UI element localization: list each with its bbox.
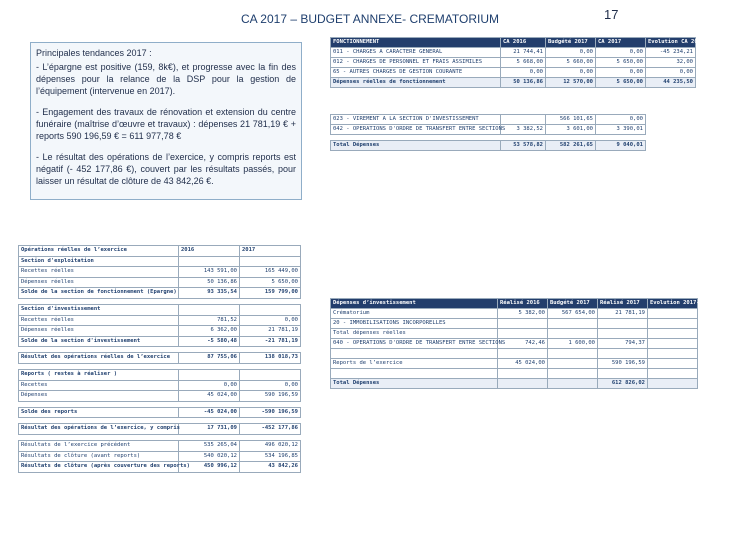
table-total-row — [19, 462, 301, 473]
table-row — [19, 391, 301, 402]
table-cell: 3 382,52 — [501, 125, 546, 135]
table-cell: Résultats de clôture (après couverture des reports) — [19, 462, 179, 473]
table-cell — [498, 369, 548, 379]
table-cell: 535 265,04 — [179, 440, 240, 451]
table-cell: 1 600,00 — [548, 339, 598, 349]
table-cell: Recettes — [19, 380, 179, 391]
table-cell: Solde de la section d'investissement — [19, 336, 179, 347]
table-cell: Solde de la section de fonctionnement (Epargne) — [19, 288, 179, 299]
table-cell: 50 136,86 — [179, 277, 240, 288]
table-cell: 0,00 — [596, 115, 646, 125]
column-header: Opérations réelles de l’exercice — [19, 246, 179, 257]
table-cell — [648, 319, 698, 329]
trends-heading: Principales tendances 2017 : — [36, 48, 152, 58]
table-header-row — [19, 246, 301, 257]
table-cell: 17 731,09 — [179, 424, 240, 435]
table-cell: 45 024,00 — [179, 391, 240, 402]
section-row — [19, 304, 301, 315]
table-total-row — [331, 141, 696, 151]
table-cell — [548, 379, 598, 389]
table-cell: 0,00 — [546, 68, 596, 78]
section-label: Section d'exploitation — [19, 256, 179, 267]
column-header: Evolution 2017-2016 — [648, 299, 698, 309]
table-cell: 6 362,00 — [179, 326, 240, 337]
table-row — [331, 115, 696, 125]
table-cell: Résultats de clôture (avant reports) — [19, 451, 179, 462]
table-cell — [648, 349, 698, 359]
table-cell — [598, 319, 648, 329]
table-total-row — [331, 78, 696, 88]
table-cell: 023 - VIREMENT A LA SECTION D'INVESTISSEMENT — [331, 115, 501, 125]
table-cell — [548, 369, 598, 379]
table-cell: -45 234,21 — [646, 48, 696, 58]
table-cell — [598, 349, 648, 359]
table-cell: 0,00 — [240, 380, 301, 391]
table-total-row — [19, 353, 301, 364]
table-header-row — [331, 38, 696, 48]
fonctionnement-table-continued — [330, 114, 696, 151]
column-header: Dépenses d’investissement — [331, 299, 498, 309]
table-cell: 450 996,12 — [179, 462, 240, 473]
table-cell: Total dépenses réelles — [331, 329, 498, 339]
table-cell: Dépenses réelles — [19, 277, 179, 288]
table-cell — [648, 309, 698, 319]
table-cell: 12 570,00 — [546, 78, 596, 88]
table-cell: 165 449,00 — [240, 267, 301, 278]
section-row — [19, 369, 301, 380]
table-cell: Résultat des opérations réelles de l’exercice — [19, 353, 179, 364]
table-cell: 45 024,00 — [498, 359, 548, 369]
table-cell: -21 781,19 — [240, 336, 301, 347]
column-header: 2016 — [179, 246, 240, 257]
table-cell: 5 668,00 — [501, 58, 546, 68]
table-cell — [648, 329, 698, 339]
table-cell: Recettes réelles — [19, 315, 179, 326]
trends-paragraph-2: - Engagement des travaux de rénovation et extension du centre funéraire (maîtrise d’œuvre et travaux) : dépenses 21 781,19 € + reports 590 196,59 € = 611 977,78 € — [36, 107, 296, 141]
table-cell — [548, 349, 598, 359]
table-cell — [498, 329, 548, 339]
table-row — [331, 319, 698, 329]
table-cell: 9 040,01 — [596, 141, 646, 151]
table-cell: 0,00 — [179, 380, 240, 391]
table-cell: -5 580,48 — [179, 336, 240, 347]
table-cell: 5 650,00 — [240, 277, 301, 288]
table-cell: 21 744,41 — [501, 48, 546, 58]
table-cell: 93 335,54 — [179, 288, 240, 299]
table-cell — [498, 319, 548, 329]
table-row — [331, 309, 698, 319]
table-cell: 5 650,00 — [596, 58, 646, 68]
table-row — [19, 440, 301, 451]
table-cell: 43 842,26 — [240, 462, 301, 473]
table-cell — [648, 379, 698, 389]
table-row — [19, 277, 301, 288]
table-row — [331, 48, 696, 58]
column-header: CA 2016 — [501, 38, 546, 48]
table-cell: -45 024,00 — [179, 407, 240, 418]
column-header: Evolution CA 2017-CA 2016 — [646, 38, 696, 48]
table-cell: 582 261,65 — [546, 141, 596, 151]
table-cell: Total Dépenses — [331, 141, 501, 151]
table-row — [331, 339, 698, 349]
section-label: Reports ( restes à réaliser ) — [19, 369, 179, 380]
page-number: 17 — [604, 7, 619, 22]
table-cell — [598, 369, 648, 379]
table-cell: Dépenses réelles — [19, 326, 179, 337]
table-cell: 159 799,00 — [240, 288, 301, 299]
table-row — [331, 369, 698, 379]
table-cell: 138 018,73 — [240, 353, 301, 364]
investissement-table — [330, 298, 713, 389]
table-row — [331, 68, 696, 78]
column-header: Réalisé 2016 — [498, 299, 548, 309]
table-cell: 3 601,00 — [546, 125, 596, 135]
table-cell — [648, 339, 698, 349]
table-cell: 5 660,00 — [546, 58, 596, 68]
table-cell: 540 020,12 — [179, 451, 240, 462]
table-cell: 011 - CHARGES A CARACTERE GENERAL — [331, 48, 501, 58]
table-cell: 0,00 — [646, 68, 696, 78]
table-cell: 65 - AUTRES CHARGES DE GESTION COURANTE — [331, 68, 501, 78]
table-cell: 534 196,85 — [240, 451, 301, 462]
table-row — [19, 326, 301, 337]
table-cell: 21 781,19 — [240, 326, 301, 337]
table-cell: Total Dépenses — [331, 379, 498, 389]
table-row — [19, 267, 301, 278]
table-cell: Recettes réelles — [19, 267, 179, 278]
table-cell: Résultat des opérations de l’exercice, y compris — [19, 424, 179, 435]
table-cell: -452 177,86 — [240, 424, 301, 435]
table-cell: 50 136,86 — [501, 78, 546, 88]
table-cell: 53 578,82 — [501, 141, 546, 151]
table-cell: Solde des reports — [19, 407, 179, 418]
table-cell: 742,46 — [498, 339, 548, 349]
table-cell: 612 826,02 — [598, 379, 648, 389]
section-row — [19, 256, 301, 267]
table-row — [19, 315, 301, 326]
column-header: Budgété 2017 — [548, 299, 598, 309]
fonctionnement-table — [330, 37, 731, 88]
table-total-row — [19, 336, 301, 347]
table-cell: 794,37 — [598, 339, 648, 349]
table-total-row — [19, 288, 301, 299]
table-cell: 0,00 — [240, 315, 301, 326]
table-cell: 042 - OPERATIONS D'ORDRE DE TRANSFERT ENTRE SECTIONS — [331, 125, 501, 135]
table-cell: 20 - IMMOBILISATIONS INCORPORELLES — [331, 319, 498, 329]
table-cell — [548, 329, 598, 339]
trends-textbox — [30, 42, 302, 200]
table-total-row — [331, 379, 698, 389]
table-row — [331, 329, 698, 339]
table-cell: 0,00 — [546, 48, 596, 58]
table-cell — [498, 379, 548, 389]
section-label: Section d'investissement — [19, 304, 179, 315]
table-row — [331, 125, 696, 135]
column-header: Budgété 2017 — [546, 38, 596, 48]
table-cell: 143 591,00 — [179, 267, 240, 278]
table-cell: 040 - OPERATIONS D'ORDRE DE TRANSFERT ENTRE SECTIONS — [331, 339, 498, 349]
table-cell — [331, 369, 498, 379]
slide-title: CA 2017 – BUDGET ANNEXE- CREMATORIUM — [240, 12, 500, 26]
table-cell — [548, 319, 598, 329]
table-row — [331, 359, 698, 369]
table-cell: 87 755,06 — [179, 353, 240, 364]
table-cell: 590 196,59 — [240, 391, 301, 402]
table-cell: Dépenses réelles de fonctionnement — [331, 78, 501, 88]
table-cell: -590 196,59 — [240, 407, 301, 418]
table-cell — [501, 115, 546, 125]
table-cell: 0,00 — [501, 68, 546, 78]
table-row — [19, 451, 301, 462]
table-cell: 3 390,01 — [596, 125, 646, 135]
table-cell: 44 235,50 — [646, 78, 696, 88]
table-cell: Crématorium — [331, 309, 498, 319]
table-cell — [548, 359, 598, 369]
table-cell: 5 382,00 — [498, 309, 548, 319]
trends-paragraph-3: - Le résultat des opérations de l’exercice, y compris reports est négatif (- 452 177,86 €), couvert par les résultats passés, pour laisser un résultat de clôture de 43 842,26 €. — [36, 152, 296, 186]
table-cell: 781,52 — [179, 315, 240, 326]
table-cell: 567 654,00 — [548, 309, 598, 319]
table-cell — [648, 369, 698, 379]
table-cell: 0,00 — [596, 68, 646, 78]
column-header: FONCTIONNEMENT — [331, 38, 501, 48]
table-cell: 5 650,00 — [596, 78, 646, 88]
table-cell — [498, 349, 548, 359]
operations-table — [18, 245, 301, 473]
table-cell — [331, 349, 498, 359]
table-row — [19, 380, 301, 391]
table-cell: 32,00 — [646, 58, 696, 68]
table-cell — [598, 329, 648, 339]
table-total-row — [19, 407, 301, 418]
table-cell: 0,00 — [596, 48, 646, 58]
table-cell: Dépenses — [19, 391, 179, 402]
table-row — [331, 349, 698, 359]
table-cell: Résultats de l’exercice précédent — [19, 440, 179, 451]
column-header: CA 2017 — [596, 38, 646, 48]
table-row — [331, 58, 696, 68]
column-header: Réalisé 2017 — [598, 299, 648, 309]
table-cell: 21 781,19 — [598, 309, 648, 319]
trends-paragraph-1: - L’épargne est positive (159, 8k€), et progresse avec la fin des dépenses pour la relance de la DSP pour la gestion de l’équipement (intervenue en 2017). — [36, 62, 296, 96]
table-cell: 566 101,65 — [546, 115, 596, 125]
column-header: 2017 — [240, 246, 301, 257]
table-cell: 590 196,59 — [598, 359, 648, 369]
table-cell: 012 - CHARGES DE PERSONNEL ET FRAIS ASSIMILES — [331, 58, 501, 68]
table-cell: Reports de l’exercice — [331, 359, 498, 369]
table-header-row — [331, 299, 698, 309]
table-total-row — [19, 424, 301, 435]
table-cell: 496 020,12 — [240, 440, 301, 451]
table-cell — [648, 359, 698, 369]
